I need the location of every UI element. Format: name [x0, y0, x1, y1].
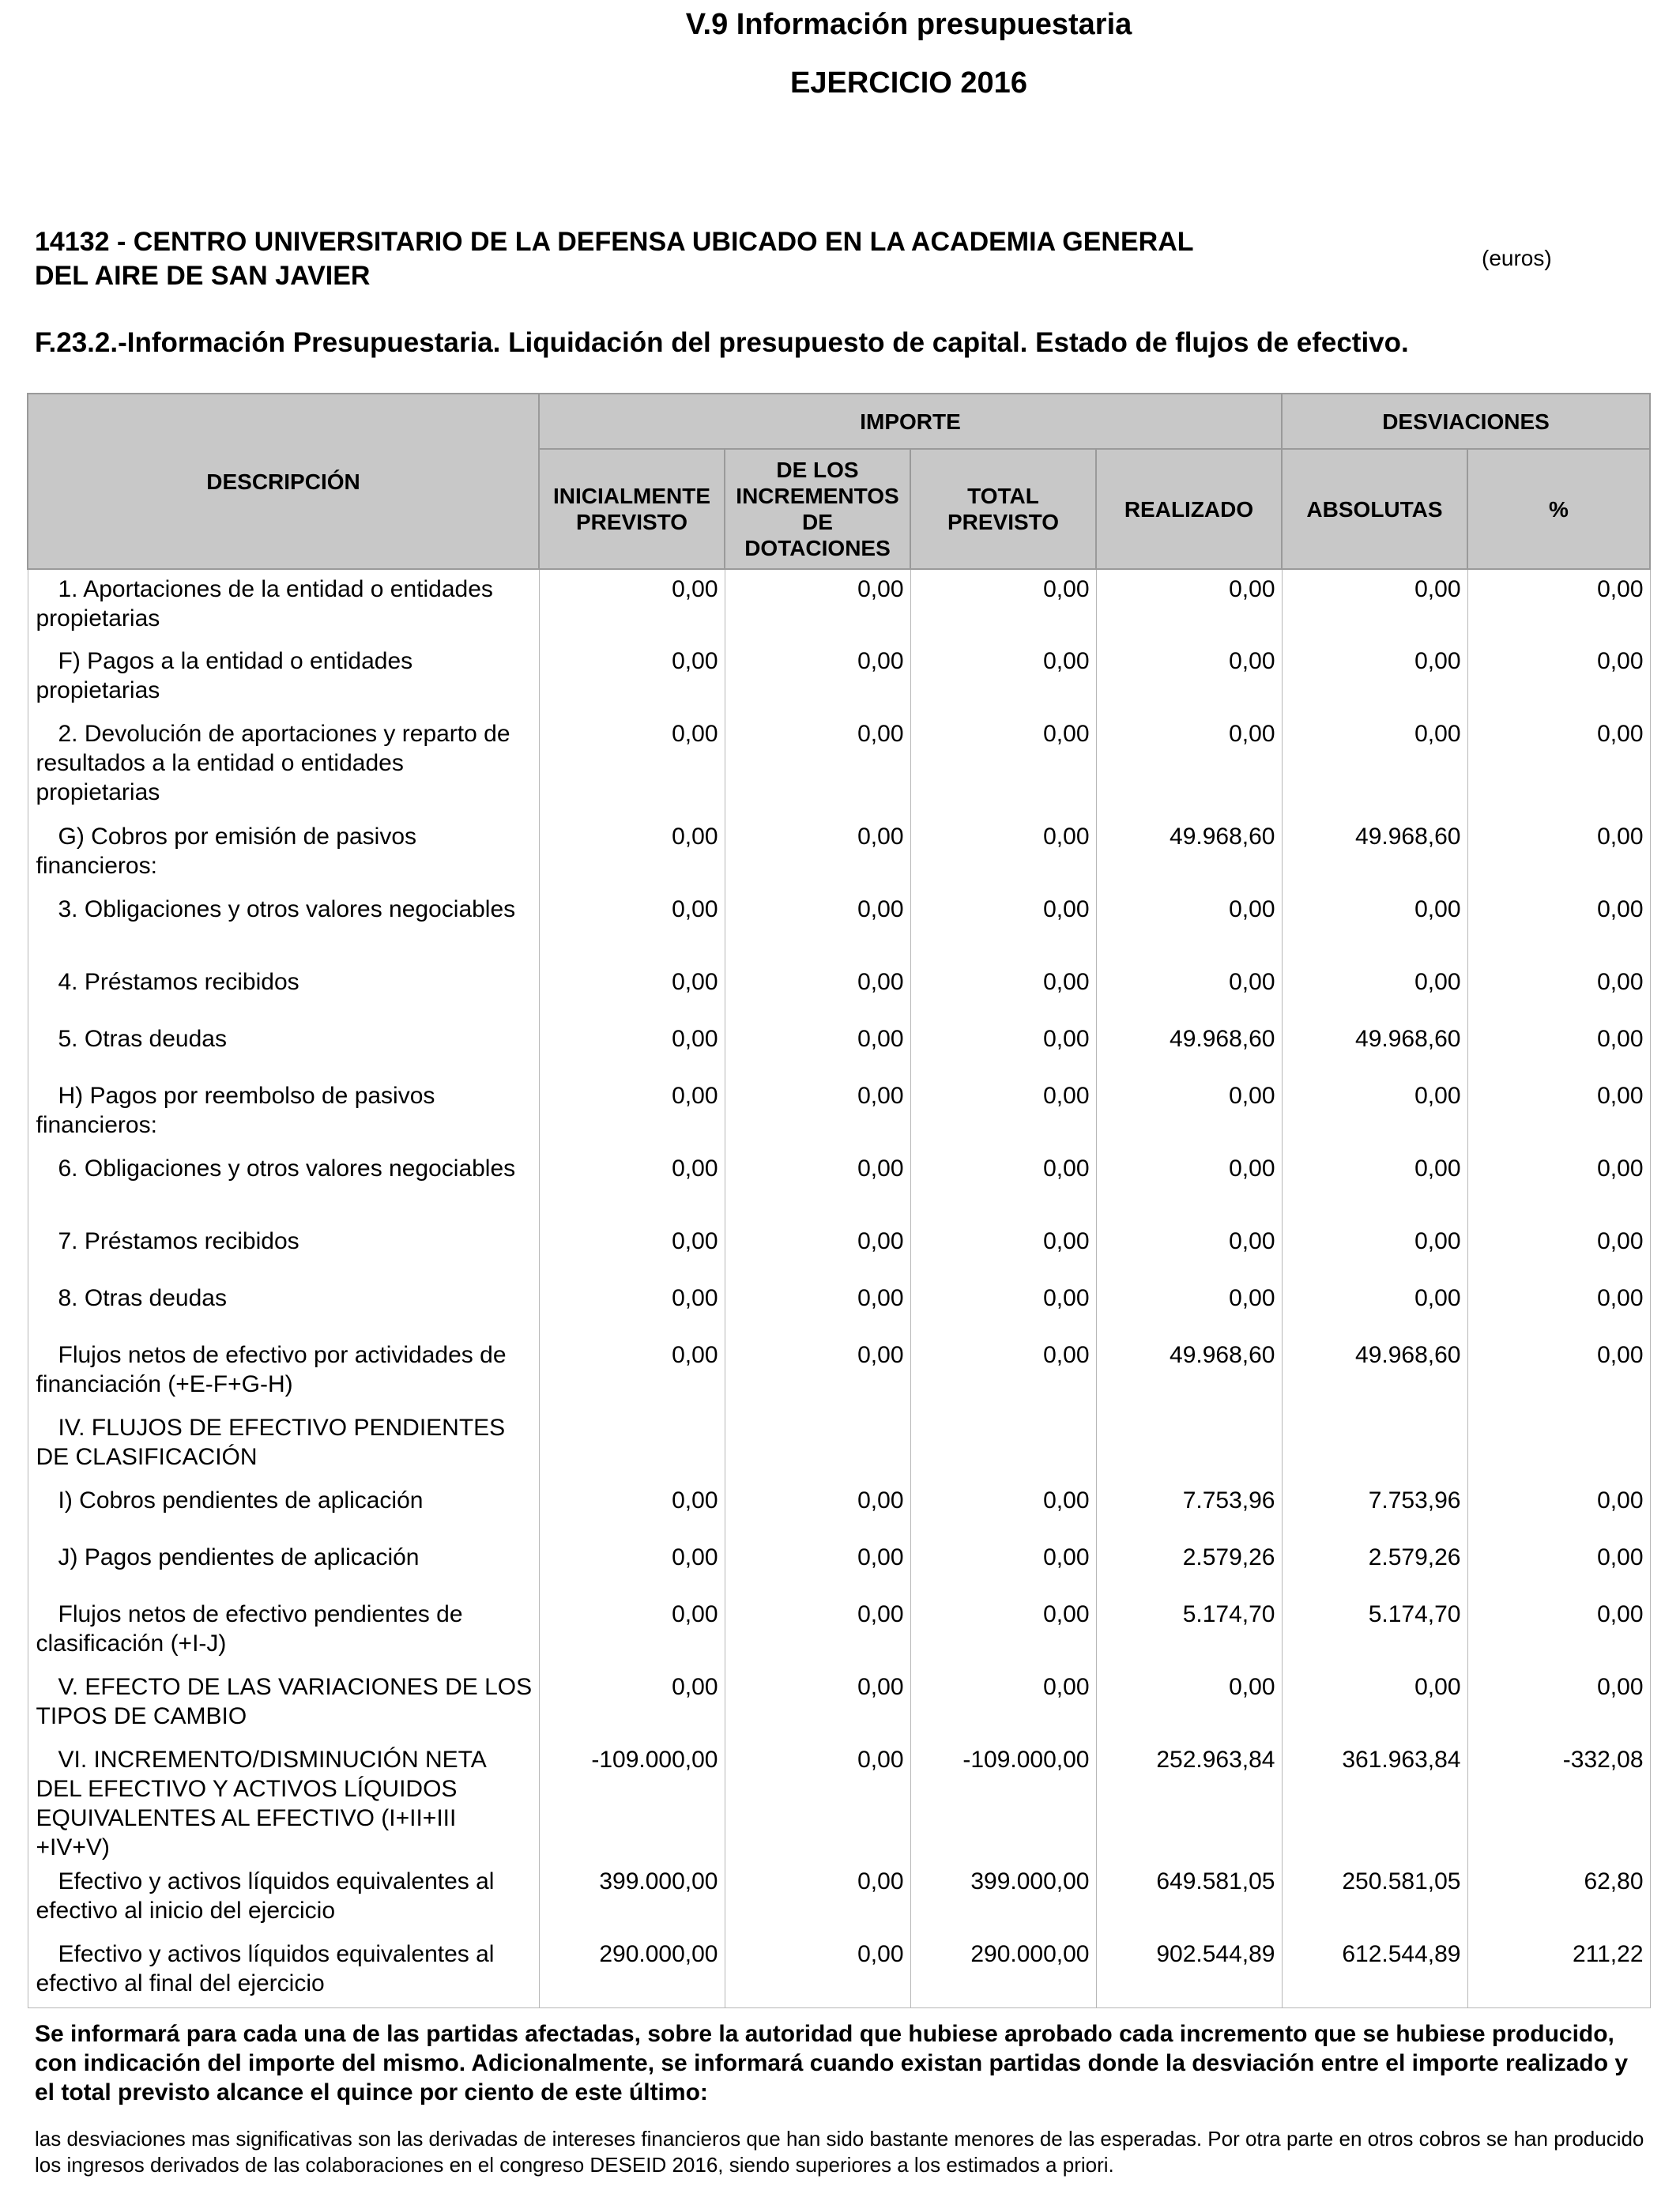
row-value: 0,00: [1467, 890, 1650, 963]
row-value: 0,00: [725, 817, 910, 890]
row-value: 0,00: [725, 569, 910, 642]
row-value: 49.968,60: [1282, 817, 1467, 890]
row-value: 0,00: [725, 1076, 910, 1149]
row-value: 0,00: [1096, 890, 1282, 963]
row-description: Efectivo y activos líquidos equivalentes al efectivo al final del ejercicio: [28, 1935, 539, 2007]
row-value: 0,00: [1096, 1279, 1282, 1336]
table-row: [28, 1408, 1650, 1481]
row-value: 49.968,60: [1096, 1020, 1282, 1076]
row-value: 0,00: [725, 963, 910, 1020]
table-row: [28, 1149, 1650, 1222]
cash-flow-table: [27, 393, 1651, 2008]
row-value: 0,00: [539, 817, 725, 890]
row-value: 0,00: [1282, 569, 1467, 642]
row-value: 0,00: [1467, 1538, 1650, 1595]
row-value: 0,00: [1467, 1595, 1650, 1668]
row-value: 0,00: [539, 714, 725, 817]
row-description: F) Pagos a la entidad o entidades propietarias: [28, 642, 539, 714]
row-value: 49.968,60: [1282, 1020, 1467, 1076]
row-value: 252.963,84: [1096, 1740, 1282, 1862]
report-subtitle: F.23.2.-Información Presupuestaria. Liquidación del presupuesto de capital. Estado de flujos de efectivo.: [35, 327, 1409, 358]
row-value: -109.000,00: [539, 1740, 725, 1862]
table-row: [28, 1595, 1650, 1668]
row-value: 0,00: [539, 1336, 725, 1408]
table-row: [28, 1538, 1650, 1595]
row-value: 211,22: [1467, 1935, 1650, 2007]
row-value: 0,00: [910, 1020, 1096, 1076]
row-value: 0,00: [539, 1222, 725, 1279]
row-value: [910, 1408, 1096, 1481]
row-value: [539, 1408, 725, 1481]
row-value: 0,00: [725, 1279, 910, 1336]
row-value: 0,00: [539, 1020, 725, 1076]
row-value: 0,00: [1282, 642, 1467, 714]
row-value: 0,00: [1282, 963, 1467, 1020]
row-value: [1282, 1408, 1467, 1481]
row-description: 1. Aportaciones de la entidad o entidades propietarias: [28, 569, 539, 642]
row-value: [1096, 1408, 1282, 1481]
row-value: 0,00: [1096, 569, 1282, 642]
row-value: 0,00: [910, 1668, 1096, 1740]
row-description: 2. Devolución de aportaciones y reparto de resultados a la entidad o entidades propietarias: [28, 714, 539, 817]
table-row: [28, 1481, 1650, 1538]
row-value: 0,00: [1096, 1668, 1282, 1740]
header-absolutas: ABSOLUTAS: [1282, 449, 1467, 569]
row-value: 649.581,05: [1096, 1862, 1282, 1935]
row-value: 0,00: [1467, 1076, 1650, 1149]
row-value: 5.174,70: [1282, 1595, 1467, 1668]
row-value: 49.968,60: [1096, 1336, 1282, 1408]
table-row: [28, 1862, 1650, 1935]
row-value: 0,00: [1096, 642, 1282, 714]
row-value: 0,00: [1096, 1149, 1282, 1222]
row-value: 0,00: [725, 642, 910, 714]
row-value: 0,00: [1096, 963, 1282, 1020]
row-value: 0,00: [725, 1336, 910, 1408]
row-value: 0,00: [910, 714, 1096, 817]
row-description: V. EFECTO DE LAS VARIACIONES DE LOS TIPOS DE CAMBIO: [28, 1668, 539, 1740]
row-value: 0,00: [910, 1076, 1096, 1149]
row-value: 0,00: [539, 1076, 725, 1149]
row-value: 0,00: [539, 890, 725, 963]
row-description: Efectivo y activos líquidos equivalentes al efectivo al inicio del ejercicio: [28, 1862, 539, 1935]
row-value: 0,00: [1096, 1076, 1282, 1149]
row-value: 2.579,26: [1096, 1538, 1282, 1595]
row-description: 4. Préstamos recibidos: [28, 963, 539, 1020]
deviation-comment: las desviaciones mas significativas son las derivadas de intereses financieros que han sido bastante menores de las esperadas. Por otra parte en otros cobros se han producido los ingresos derivados de las colaboraciones en el congreso DESEID 2016, siendo superiores a los estimados a priori.: [35, 2127, 1644, 2177]
table-row: [28, 642, 1650, 714]
row-value: 0,00: [1282, 714, 1467, 817]
header-porcentaje: %: [1467, 449, 1650, 569]
row-value: 0,00: [1467, 1222, 1650, 1279]
row-value: 0,00: [725, 1740, 910, 1862]
row-value: 0,00: [1467, 569, 1650, 642]
row-value: 0,00: [539, 569, 725, 642]
row-value: 0,00: [725, 1020, 910, 1076]
row-value: -332,08: [1467, 1740, 1650, 1862]
row-description: I) Cobros pendientes de aplicación: [28, 1481, 539, 1538]
header-total-previsto: TOTAL PREVISTO: [910, 449, 1096, 569]
table-row: [28, 817, 1650, 890]
row-value: 0,00: [539, 1279, 725, 1336]
row-value: 290.000,00: [910, 1935, 1096, 2007]
header-incrementos: DE LOS INCREMENTOS DE DOTACIONES: [725, 449, 910, 569]
row-value: 361.963,84: [1282, 1740, 1467, 1862]
table-row: [28, 963, 1650, 1020]
row-value: 0,00: [725, 1935, 910, 2007]
row-value: 0,00: [910, 1279, 1096, 1336]
row-value: 0,00: [910, 1595, 1096, 1668]
row-value: 0,00: [725, 714, 910, 817]
row-value: 0,00: [1467, 1020, 1650, 1076]
header-inicialmente-previsto: INICIALMENTE PREVISTO: [539, 449, 725, 569]
row-description: 3. Obligaciones y otros valores negociables: [28, 890, 539, 963]
row-value: 0,00: [910, 1481, 1096, 1538]
table-row: [28, 1668, 1650, 1740]
row-value: 0,00: [1096, 714, 1282, 817]
table-row: [28, 1740, 1650, 1862]
row-description: G) Cobros por emisión de pasivos financieros:: [28, 817, 539, 890]
row-value: 0,00: [539, 1538, 725, 1595]
header-importe: IMPORTE: [539, 394, 1282, 449]
row-value: 0,00: [725, 1481, 910, 1538]
entity-name: [35, 225, 1378, 293]
row-value: 0,00: [910, 890, 1096, 963]
row-value: 0,00: [725, 1595, 910, 1668]
row-value: 250.581,05: [1282, 1862, 1467, 1935]
row-value: -109.000,00: [910, 1740, 1096, 1862]
row-value: [1467, 1408, 1650, 1481]
row-description: 8. Otras deudas: [28, 1279, 539, 1336]
row-value: 0,00: [910, 1538, 1096, 1595]
row-value: 0,00: [1282, 1149, 1467, 1222]
header-desviaciones: DESVIACIONES: [1282, 394, 1650, 449]
row-value: 0,00: [910, 642, 1096, 714]
row-value: 0,00: [1467, 1279, 1650, 1336]
row-value: 49.968,60: [1282, 1336, 1467, 1408]
row-value: 0,00: [725, 1149, 910, 1222]
row-value: 0,00: [910, 1149, 1096, 1222]
row-description: J) Pagos pendientes de aplicación: [28, 1538, 539, 1595]
row-value: 0,00: [910, 1222, 1096, 1279]
row-value: 290.000,00: [539, 1935, 725, 2007]
row-description: 7. Préstamos recibidos: [28, 1222, 539, 1279]
row-value: [725, 1408, 910, 1481]
row-value: 0,00: [725, 1222, 910, 1279]
row-description: VI. INCREMENTO/DISMINUCIÓN NETA DEL EFECTIVO Y ACTIVOS LÍQUIDOS EQUIVALENTES AL EFECTIVO (I+II+III +IV+V): [28, 1740, 539, 1862]
row-value: 5.174,70: [1096, 1595, 1282, 1668]
header-realizado: REALIZADO: [1096, 449, 1282, 569]
row-value: 0,00: [1282, 1222, 1467, 1279]
table-row: [28, 1076, 1650, 1149]
row-value: 0,00: [539, 1149, 725, 1222]
row-value: 0,00: [539, 642, 725, 714]
row-description: H) Pagos por reembolso de pasivos financieros:: [28, 1076, 539, 1149]
row-value: 0,00: [539, 1668, 725, 1740]
instructions-note: Se informará para cada una de las partidas afectadas, sobre la autoridad que hubiese aprobado cada incremento que se hubiese producido, con indicación del importe del mismo. Adicionalmente, se informará cuando existan partidas donde la desviación entre el importe realizado y el total previsto alcance el quince por ciento de este último:: [35, 2021, 1629, 2105]
row-value: 0,00: [1467, 817, 1650, 890]
row-value: 7.753,96: [1096, 1481, 1282, 1538]
row-value: 0,00: [1467, 1668, 1650, 1740]
row-value: 0,00: [910, 963, 1096, 1020]
row-value: 0,00: [725, 1668, 910, 1740]
entity-name-line2: DEL AIRE DE SAN JAVIER: [35, 261, 371, 291]
row-value: 0,00: [725, 1538, 910, 1595]
row-description: Flujos netos de efectivo por actividades de financiación (+E-F+G-H): [28, 1336, 539, 1408]
table-row: [28, 569, 1650, 642]
row-value: 0,00: [539, 1595, 725, 1668]
row-description: 5. Otras deudas: [28, 1020, 539, 1076]
row-value: 0,00: [1282, 1668, 1467, 1740]
entity-name-line1: 14132 - CENTRO UNIVERSITARIO DE LA DEFENSA UBICADO EN LA ACADEMIA GENERAL: [35, 227, 1194, 257]
row-value: 0,00: [1282, 890, 1467, 963]
row-value: 399.000,00: [539, 1862, 725, 1935]
table-row: [28, 1935, 1650, 2007]
row-value: 0,00: [725, 890, 910, 963]
row-value: 0,00: [1282, 1279, 1467, 1336]
row-value: 0,00: [725, 1862, 910, 1935]
page-title: V.9 Información presupuestaria: [685, 8, 1132, 41]
row-value: 0,00: [1467, 714, 1650, 817]
table-row: [28, 1336, 1650, 1408]
row-description: 6. Obligaciones y otros valores negociables: [28, 1149, 539, 1222]
row-value: 0,00: [910, 817, 1096, 890]
row-value: 2.579,26: [1282, 1538, 1467, 1595]
row-value: 0,00: [1467, 1336, 1650, 1408]
row-value: 0,00: [1467, 1481, 1650, 1538]
table-row: [28, 1222, 1650, 1279]
row-value: 0,00: [1096, 1222, 1282, 1279]
row-value: 7.753,96: [1282, 1481, 1467, 1538]
row-value: 0,00: [1467, 963, 1650, 1020]
row-value: 62,80: [1467, 1862, 1650, 1935]
row-description: IV. FLUJOS DE EFECTIVO PENDIENTES DE CLASIFICACIÓN: [28, 1408, 539, 1481]
header-descripcion: DESCRIPCIÓN: [28, 394, 539, 569]
row-value: 612.544,89: [1282, 1935, 1467, 2007]
row-value: 902.544,89: [1096, 1935, 1282, 2007]
row-value: 0,00: [1467, 1149, 1650, 1222]
row-value: 399.000,00: [910, 1862, 1096, 1935]
row-value: 0,00: [539, 963, 725, 1020]
table-row: [28, 1020, 1650, 1076]
row-value: 0,00: [910, 569, 1096, 642]
table-row: [28, 1279, 1650, 1336]
table-row: [28, 890, 1650, 963]
currency-units: (euros): [1482, 246, 1552, 270]
row-value: 0,00: [539, 1481, 725, 1538]
table-body: [28, 569, 1650, 2007]
row-value: 0,00: [1467, 642, 1650, 714]
table-row: [28, 714, 1650, 817]
row-value: 0,00: [910, 1336, 1096, 1408]
row-value: 0,00: [1282, 1076, 1467, 1149]
fiscal-year: EJERCICIO 2016: [790, 66, 1027, 100]
row-value: 49.968,60: [1096, 817, 1282, 890]
row-description: Flujos netos de efectivo pendientes de clasificación (+I-J): [28, 1595, 539, 1668]
